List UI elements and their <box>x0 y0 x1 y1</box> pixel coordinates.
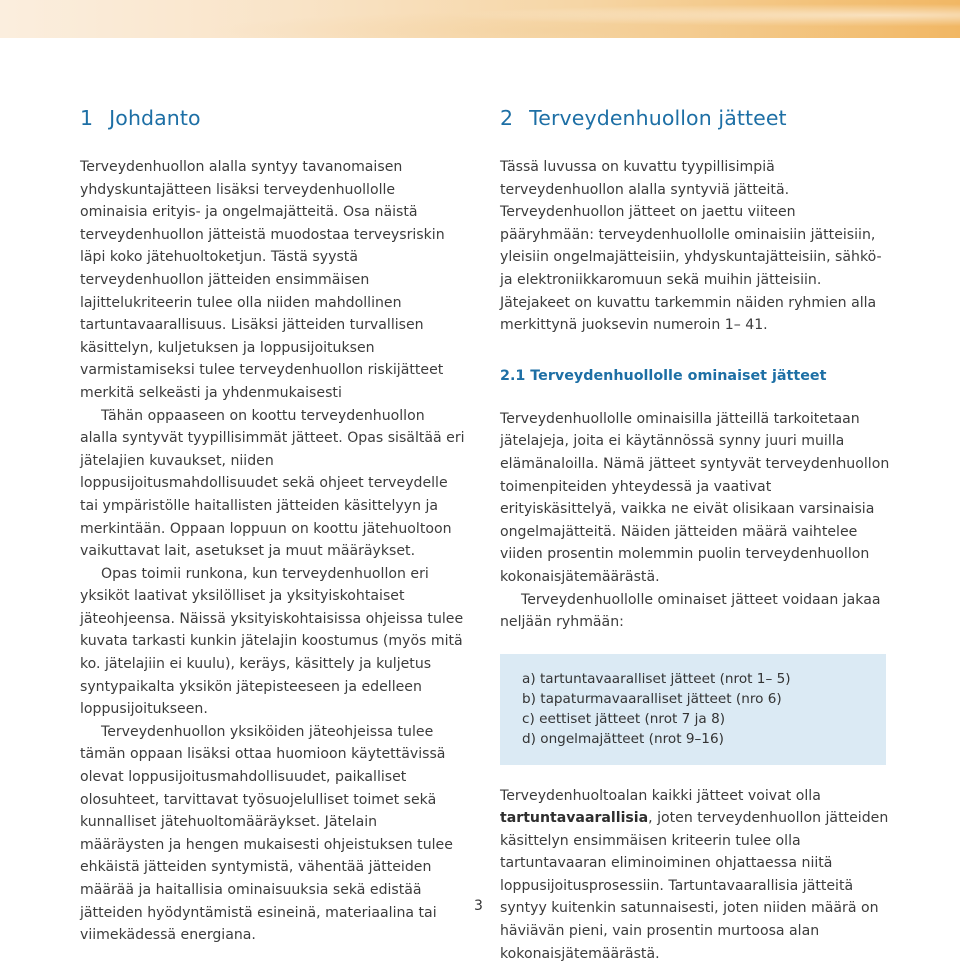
section-heading-johdanto <box>80 104 465 132</box>
subsection-paragraph-1: Terveydenhuollolle ominaisilla jätteillä tarkoitetaan jätelajeja, joita ei käytännössä synny juuri muilla elämänaloilla. Nämä jätteet syntyvät terveydenhuollon toimenpiteiden yhteydessä ja vaativat erityiskäsittelyä, vaikka ne eivät olisikaan varsinaisia ongelmajätteitä. Näiden jätteiden määrä vaihtelee viiden prosentin molemmin puolin terveydenhuollon kokonaisjätemäärästä. <box>500 408 890 589</box>
infectious-waste-paragraph <box>500 785 890 965</box>
intro-paragraph-2: Tähän oppaaseen on koottu terveydenhuollon alalla syntyvät tyypillisimmät jätteet. Opas sisältää eri jätelajien kuvaukset, niiden loppusijoitusmahdollisuudet sekä ohjeet terveydelle tai ympäristölle haitallisten jätteiden käsittelyyn ja merkintään. Oppaan loppuun on koottu jätehuoltoon vaikuttavat lait, asetukset ja muut määräykset. <box>80 405 465 563</box>
paragraph-text-start: Terveydenhuoltoalan kaikki jätteet voivat olla <box>500 788 821 804</box>
section-heading-terveydenhuollon-jatteet <box>500 104 890 132</box>
section-title: Terveydenhuollon jätteet <box>529 106 787 130</box>
header-banner <box>0 0 960 38</box>
waste-intro-paragraph: Tässä luvussa on kuvattu tyypillisimpiä terveydenhuollon alalla syntyviä jätteitä. Terveydenhuollon jätteet on jaettu viiteen pääryhmään: terveydenhuollolle ominaisiin jätteisiin, yleisiin ongelmajätteisiin, yhdyskuntajätteisiin, sähkö- ja elektroniikkaromuun sekä muihin jätteisiin. Jätejakeet on kuvattu tarkemmin näiden ryhmien alla merkittynä juoksevin numeroin 1– 41. <box>500 156 890 337</box>
section-title: Johdanto <box>109 106 201 130</box>
section-number: 2 <box>500 106 513 130</box>
left-column <box>80 104 465 947</box>
waste-group-item: b) tapaturmavaaralliset jätteet (nro 6) <box>522 689 886 709</box>
waste-group-item: c) eettiset jätteet (nrot 7 ja 8) <box>522 709 886 729</box>
intro-paragraph-1: Terveydenhuollon alalla syntyy tavanomaisen yhdyskuntajätteen lisäksi terveydenhuollolle ominaisia erityis- ja ongelmajätteitä. Osa näistä terveydenhuollon jätteistä muodostaa terveysriskin läpi koko jätehuoltoketjun. Tästä syystä terveydenhuollon jätteiden ensimmäisen lajittelukriteerin tulee olla niiden mahdollinen tartuntavaarallisuus. Lisäksi jätteiden turvallisen käsittelyn, kuljetuksen ja loppusijoituksen varmistamiseksi tulee terveydenhuollon riskijätteet merkitä selkeästi ja yhdenmukaisesti <box>80 156 465 405</box>
waste-groups-box <box>500 654 886 765</box>
paragraph-text-end: , joten terveydenhuollon jätteiden käsittelyn ensimmäisen kriteerin tulee olla tartuntavaaran eliminoiminen ohjattaessa niitä loppusijoitusprosessiin. Tartuntavaarallisia jätteitä syntyy kuitenkin satunnaisesti, joten niiden määrä on häviävän pieni, vain prosentin murtoosa alan kokonaisjätemäärästä. <box>500 810 888 962</box>
section-number: 1 <box>80 106 93 130</box>
waste-group-item: a) tartuntavaaralliset jätteet (nrot 1– 5) <box>522 669 886 689</box>
subsection-paragraph-2: Terveydenhuollolle ominaiset jätteet voidaan jakaa neljään ryhmään: <box>500 589 890 634</box>
intro-paragraph-4: Terveydenhuollon yksiköiden jäteohjeissa tulee tämän oppaan lisäksi ottaa huomioon käytettävissä olevat loppusijoitusmahdollisuudet, paikalliset olosuhteet, tarvittavat työsuojelulliset toimet sekä kunnalliset jätehuoltomääräykset. Jätelain määräysten ja hengen mukaisesti ohjeistuksen tulee ehkäistä jätteiden syntymistä, vähentää jätteiden määrää ja haitallisia ominaisuuksia sekä edistää jätteiden hyödyntämistä esineinä, materiaalina tai viimekädessä energiana. <box>80 721 465 947</box>
right-column <box>500 104 890 965</box>
intro-paragraph-3: Opas toimii runkona, kun terveydenhuollon eri yksiköt laativat yksilölliset ja yksityiskohtaiset jäteohjeensa. Näissä yksityiskohtaisissa ohjeissa tulee kuvata tarkasti kunkin jätelajin koostumus (myös mitä ko. jätelajiin ei kuulu), keräys, käsittely ja kuljetus syntypaikalta yksikön jätepisteeseen ja edelleen loppusijoitukseen. <box>80 563 465 721</box>
waste-group-item: d) ongelmajätteet (nrot 9–16) <box>522 729 886 749</box>
page-number: 3 <box>474 898 483 914</box>
subsection-heading: 2.1 Terveydenhuollolle ominaiset jätteet <box>500 365 890 387</box>
emphasis-tartuntavaarallisia: tartuntavaarallisia <box>500 810 648 826</box>
